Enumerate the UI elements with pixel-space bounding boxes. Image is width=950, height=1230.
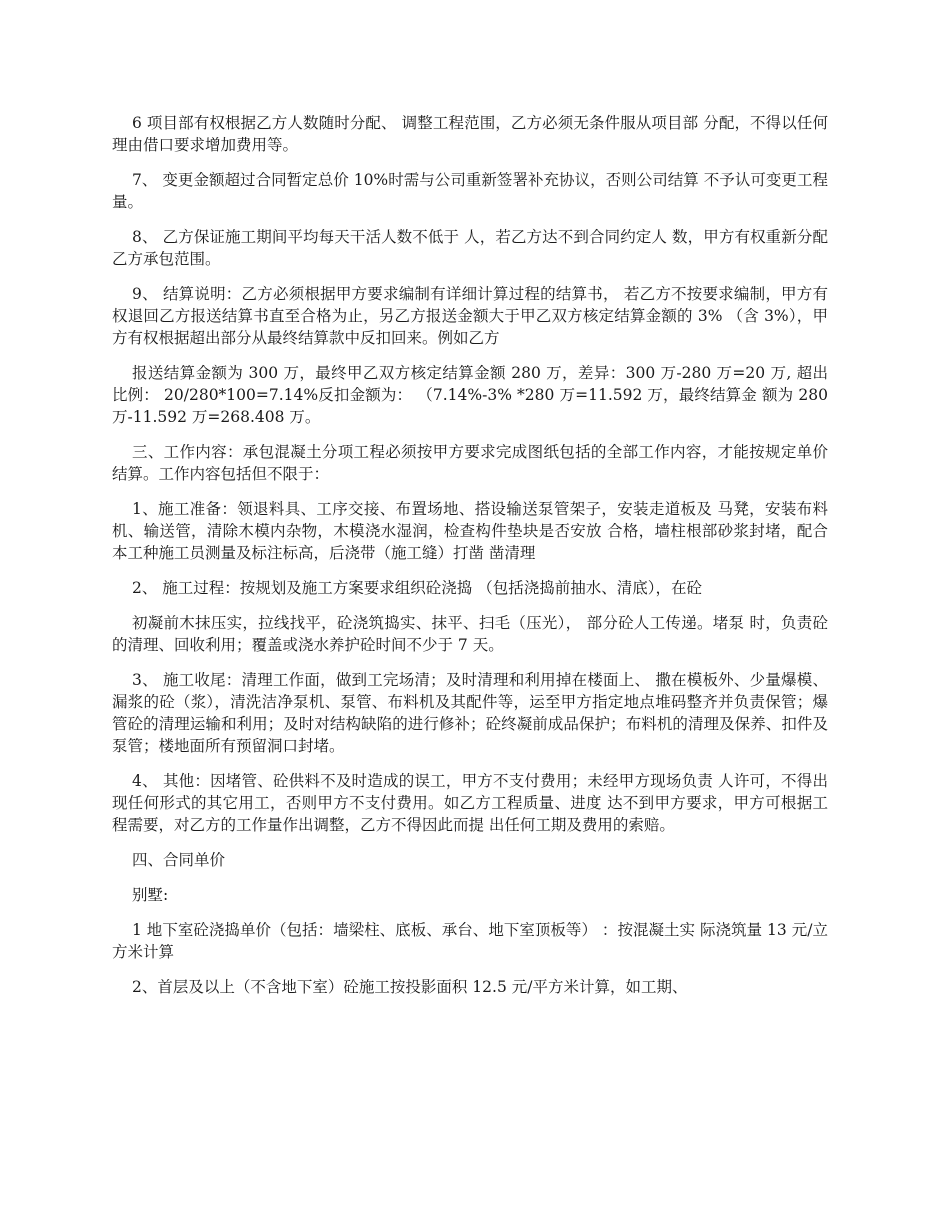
paragraph-clause-9: 9、 结算说明：乙方必须根据甲方要求编制有详细计算过程的结算书， 若乙方不按要求编制，甲方有权退回乙方报送结算书直至合格为止，另乙方报送金额大于甲乙双方核定结算金额的 3% （含 3%），甲方有权根据超出部分从最终结算款中反扣回来。例如乙方 — [112, 285, 828, 347]
section-contract-price: 四、合同单价 — [132, 851, 226, 869]
paragraph-preparation: 1、施工准备：领退料具、工序交接、布置场地、搭设输送泵管架子，安装走道板及 马凳，安装布料机、输送管，清除木模内杂物，木模浇水湿润，检查构件垫块是否安放 合格，墙柱根部砂浆封堵，配合本工种施工员测量及标注标高，后浇带（施工缝）打凿 凿清理 — [112, 500, 828, 562]
paragraph-finishing: 3、 施工收尾：清理工作面，做到工完场清；及时清理和利用掉在楼面上、 撒在模板外、少量爆模、漏浆的砼（浆），清洗洁净泵机、泵管、布料机及其配件等，运至甲方指定地点堆码整齐并负责保管；爆管砼的清理运输和利用；及时对结构缺陷的进行修补；砼终凝前成品保护；布料机的清理及保养、扣件及泵管；楼地面所有预留洞口封堵。 — [112, 671, 828, 755]
document-body — [112, 112, 828, 1011]
paragraph-process-continued: 初凝前木抹压实，拉线找平，砼浇筑捣实、抹平、扫毛（压光）， 部分砼人工传递。堵泵 时，负责砼的清理、回收利用；覆盖或浇水养护砼时间不少于 7 天。 — [112, 614, 828, 654]
paragraph-clause-6: 6 项目部有权根据乙方人数随时分配、 调整工程范围，乙方必须无条件服从项目部 分配，不得以任何理由借口要求增加费用等。 — [112, 114, 828, 154]
section-work-content: 三、工作内容：承包混凝土分项工程必须按甲方要求完成图纸包括的全部工作内容，才能按规定单价结算。工作内容包括但不限于： — [112, 443, 828, 483]
subheading-villa: 别墅: — [132, 886, 169, 904]
paragraph-clause-7: 7、 变更金额超过合同暂定总价 10%时需与公司重新签署补充协议，否则公司结算 不予认可变更工程量。 — [112, 171, 828, 211]
paragraph-process: 2、 施工过程：按规划及施工方案要求组织砼浇捣 （包括浇捣前抽水、清底），在砼 — [132, 579, 702, 597]
paragraph-upper-floor-price: 2、首层及以上（不含地下室）砼施工按投影面积 12.5 元/平方米计算，如工期、 — [132, 978, 688, 996]
paragraph-clause-8: 8、 乙方保证施工期间平均每天干活人数不低于 人，若乙方达不到合同约定人 数，甲方有权重新分配乙方承包范围。 — [112, 228, 828, 268]
paragraph-settlement-example: 报送结算金额为 300 万，最终甲乙双方核定结算金额 280 万，差异：300 万-280 万=20 万, 超出比例： 20/280*100=7.14%反扣金额为： （7.14%-3% *280 万=11.592 万，最终结算金 额为 280 万-11.592 万=268.408 万。 — [112, 364, 828, 426]
paragraph-other: 4、 其他：因堵管、砼供料不及时造成的误工，甲方不支付费用；未经甲方现场负责 人许可，不得出现任何形式的其它用工，否则甲方不支付费用。如乙方工程质量、进度 达不到甲方要求，甲方可根据工程需要，对乙方的工作量作出调整，乙方不得因此而提 出任何工期及费用的索赔。 — [112, 772, 828, 834]
paragraph-basement-price: 1 地下室砼浇捣单价（包括：墙梁柱、底板、承台、地下室顶板等） ：按混凝土实 际浇筑量 13 元/立方米计算 — [112, 921, 828, 961]
